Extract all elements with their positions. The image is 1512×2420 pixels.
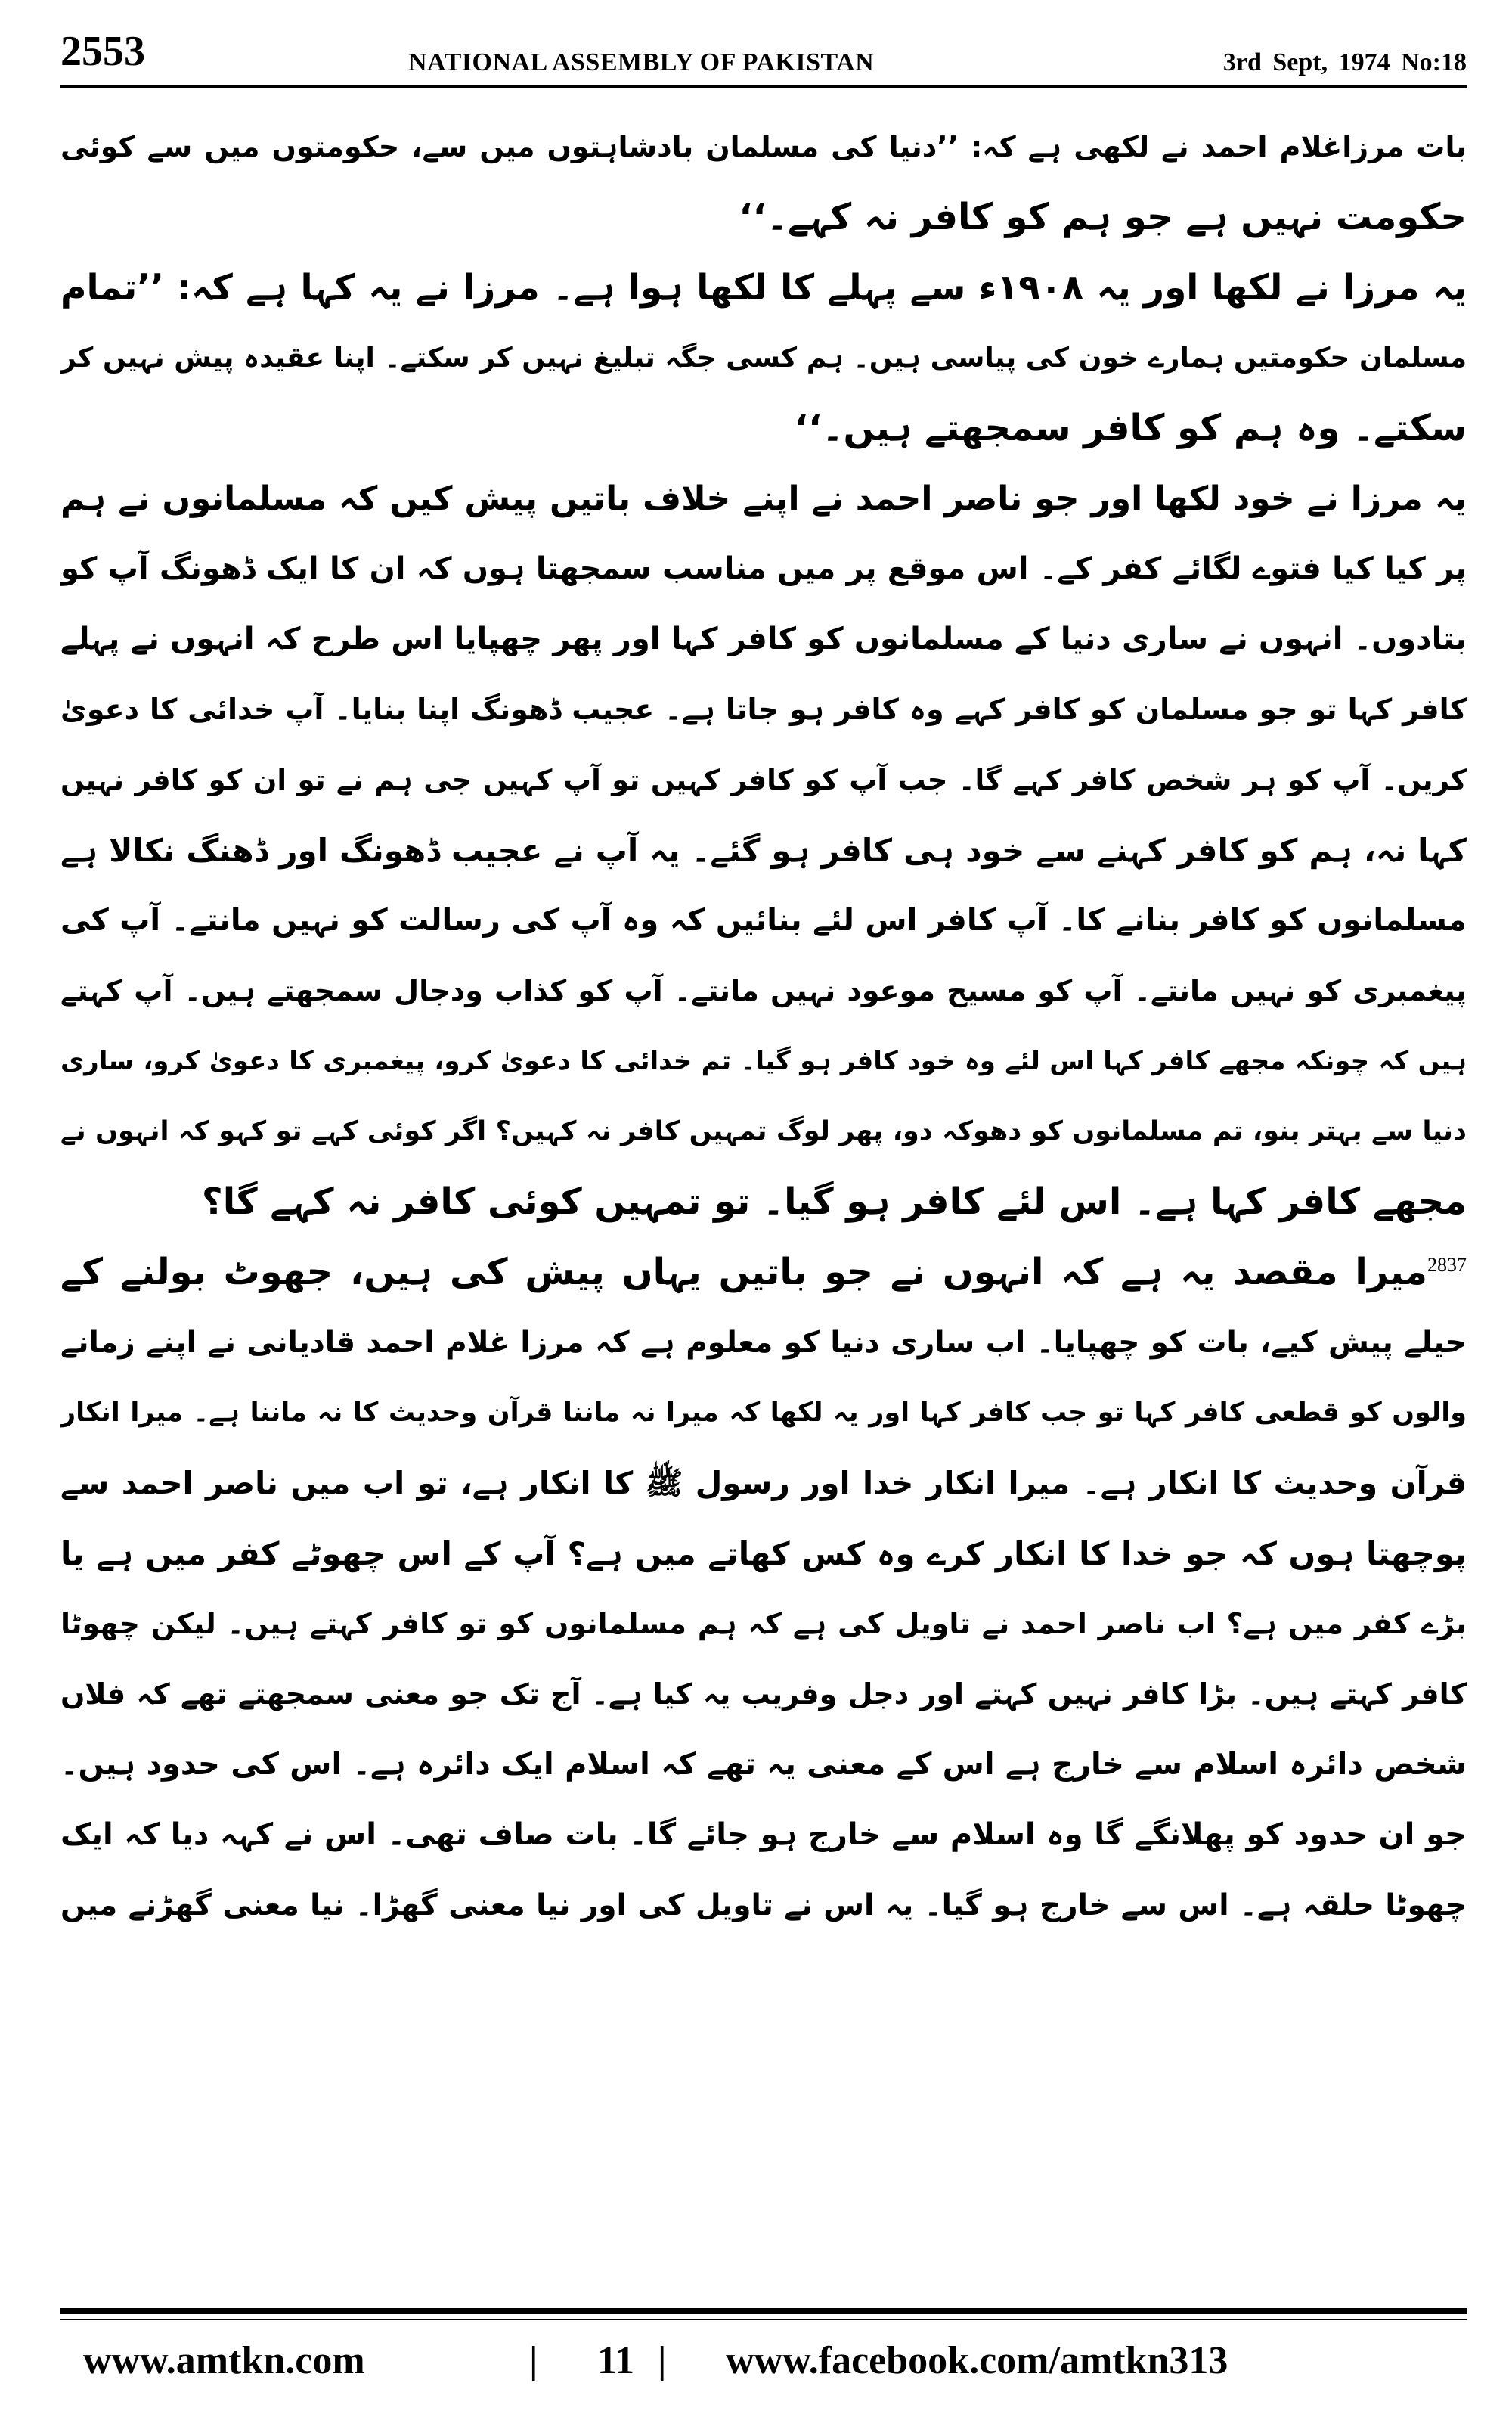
text-line: حیلے پیش کیے، بات کو چھپایا۔ اب ساری دنیا کو معلوم ہے کہ مرزا غلام احمد قادیانی نے اپنے زمانے [60,1326,1467,1360]
text-line: قرآن وحدیث کا انکار ہے۔ میرا انکار خدا اور رسول ﷺ کا انکار ہے، تو اب میں ناصر احمد سے [60,1465,1467,1501]
text-line: چھوٹا حلقہ ہے۔ اس سے خارج ہو گیا۔ یہ اس نے تاویل کی اور نیا معنی گھڑا۔ نیا معنی گھڑنے میں [60,1888,1467,1922]
text-line: بڑے کفر میں ہے؟ اب ناصر احمد نے تاویل کی ہے کہ ہم مسلمانوں کو تو کافر کہتے ہیں۔ لیکن چھوٹا [60,1607,1467,1640]
paragraph-3 [60,464,1467,1237]
paragraph-4 [60,1237,1467,1941]
text-line: کریں۔ آپ کو ہر شخص کافر کہے گا۔ جب آپ کو کافر کہیں تو آپ کہیں جی ہم نے تو ان کو کافر نہیں [60,764,1467,796]
paragraph-1 [60,112,1467,253]
text-line: بات مرزاغلام احمد نے لکھی ہے کہ: ’’دنیا کی مسلمان بادشاہتوں میں سے، حکومتوں میں سے کوئی [60,130,1467,163]
text-line: مسلمان حکومتیں ہمارے خون کی پیاسی ہیں۔ ہم کسی جگہ تبلیغ نہیں کر سکتے۔ اپنا عقیدہ پیش نہیں کر [60,343,1467,374]
publication-title: NATIONAL ASSEMBLY OF PAKISTAN [408,48,875,76]
text-line: مسلمانوں کو کافر بنانے کا۔ آپ کافر اس لئے بنائیں کہ وہ آپ کی رسالت کو نہیں مانتے۔ آپ کی [60,903,1467,938]
footer-separator: | [529,2339,538,2382]
text-line: کافر کہتے ہیں۔ بڑا کافر نہیں کہتے اور دجل وفریب یہ کیا ہے۔ آج تک جو معنی سمجھتے تھے کہ فلاں [60,1677,1467,1711]
footer-divider-thick [60,2308,1467,2314]
text-line: سکتے۔ وہ ہم کو کافر سمجھتے ہیں۔‘‘ [794,407,1467,449]
text-line: ہیں کہ چونکہ مجھے کافر کہا اس لئے وہ خود کافر ہو گیا۔ تم خدائی کا دعویٰ کرو، پیغمبری کا دعویٰ کرو، ساری [60,1046,1467,1076]
facebook-link[interactable]: www.facebook.com/amtkn313 [726,2339,1228,2382]
text-line: پوچھتا ہوں کہ جو خدا کا انکار کرے وہ کس کھاتے میں ہے؟ آپ کے اس چھوٹے کفر میں ہے یا [60,1535,1467,1572]
text-line: یہ مرزا نے خود لکھا اور جو ناصر احمد نے اپنے خلاف باتیں پیش کیں کہ مسلمانوں نے ہم [60,479,1467,518]
header-divider [60,85,1467,88]
text-line-with-marker [60,1237,1467,1308]
text-line: میرا مقصد یہ ہے کہ انہوں نے جو باتیں یہاں پیش کی ہیں، جھوٹ بولنے کے [60,1251,1427,1293]
page-footer [0,2338,1512,2399]
text-line: پر کیا کیا فتوے لگائے کفر کے۔ اس موقع پر میں مناسب سمجھتا ہوں کہ ان کا ایک ڈھونگ آپ کو [60,551,1467,586]
text-line: دنیا سے بہتر بنو، تم مسلمانوں کو دھوکہ دو، پھر لوگ تمہیں کافر نہ کہیں؟ اگر کوئی کہے تو کہو کہ انہوں نے [60,1116,1467,1146]
page-number: 2553 [60,28,145,75]
text-line: والوں کو قطعی کافر کہا تو جب کافر کہا اور یہ لکھا کہ میرا نہ ماننا قرآن وحدیث کا نہ ماننا ہے۔ میرا انکار [60,1398,1467,1428]
text-line: پیغمبری کو نہیں مانتے۔ آپ کو مسیح موعود نہیں مانتے۔ آپ کو کذاب ودجال سمجھتے ہیں۔ آپ کہتے [60,974,1467,1007]
text-line: حکومت نہیں ہے جو ہم کو کافر نہ کہے۔‘‘ [739,196,1467,238]
text-line: شخص دائرہ اسلام سے خارج ہے اس کے معنی یہ تھے کہ اسلام ایک دائرہ ہے۔ اس کی حدود ہیں۔ [60,1747,1467,1782]
text-line: بتادوں۔ انہوں نے ساری دنیا کے مسلمانوں کو کافر کہا اور پھر چھپایا اس طرح کہ انہوں نے پہلے [60,622,1467,656]
date-and-issue: 3rd Sept, 1974 No:18 [1222,48,1467,76]
article-body [60,112,1467,1941]
footer-separator: | [658,2339,667,2382]
footer-divider-thin [60,2319,1467,2320]
paragraph-2 [60,253,1467,464]
text-line: کافر کہا تو جو مسلمان کو کافر کہے وہ کافر ہو جاتا ہے۔ عجیب ڈھونگ اپنا بنایا۔ آپ خدائی کا دعویٰ [60,693,1467,726]
text-line: جو ان حدود کو پھلانگے گا وہ اسلام سے خارج ہو جائے گا۔ بات صاف تھی۔ اس نے کہہ دیا کہ ایک [60,1817,1467,1852]
text-line: مجھے کافر کہا ہے۔ اس لئے کافر ہو گیا۔ تو تمہیں کوئی کافر نہ کہے گا؟ [201,1181,1467,1223]
text-line: یہ مرزا نے لکھا اور یہ ۱۹۰۸ء سے پہلے کا لکھا ہوا ہے۔ مرزا نے یہ کہا ہے کہ: ’’تمام [60,267,1467,309]
website-link[interactable]: www.amtkn.com [83,2339,365,2382]
footnote-marker: 2837 [1427,1254,1467,1276]
text-line: کہا نہ، ہم کو کافر کہنے سے خود ہی کافر ہو گئے۔ یہ آپ نے عجیب ڈھونگ اور ڈھنگ نکالا ہے [60,832,1467,869]
sheet-mark: 11 [597,2339,635,2382]
